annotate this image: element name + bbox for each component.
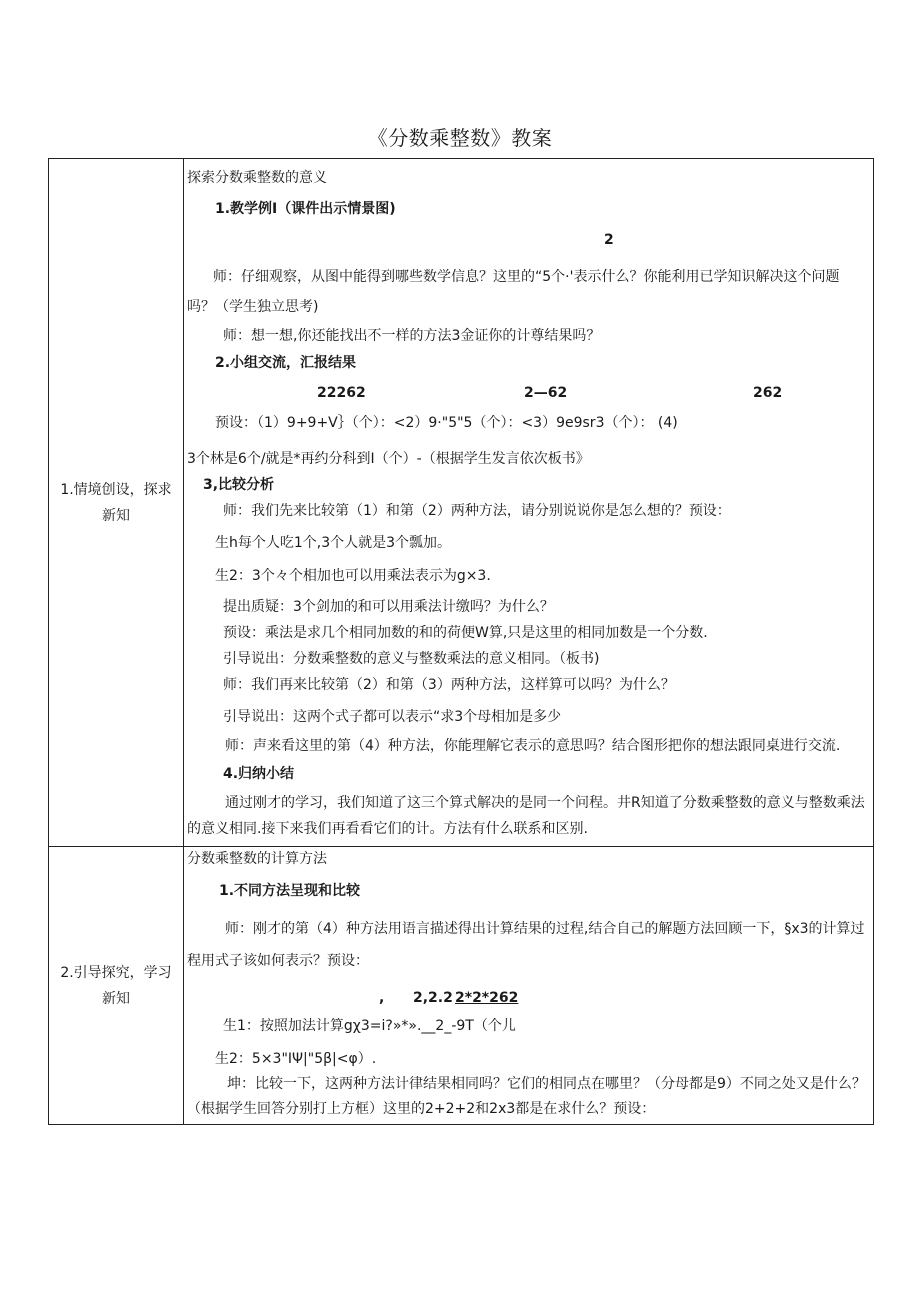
fraction-row	[187, 384, 867, 403]
lesson-plan-table	[48, 158, 874, 1125]
paragraph: 提出质疑：3个剑加的和可以用乘法计缴吗？为什么？	[223, 599, 554, 615]
step-heading: 2.小组交流，汇报结果	[215, 355, 357, 371]
section-heading: 探索分数乘整数的意义	[187, 170, 327, 186]
fraction-fragment: 262	[753, 385, 783, 401]
section-content	[184, 159, 874, 847]
fraction-fragment: 2,2.2	[413, 990, 453, 1006]
fraction-fragment: 22262	[317, 385, 366, 401]
step-heading: 1.不同方法呈现和比较	[219, 883, 361, 899]
section-row-1	[49, 159, 874, 847]
paragraph: 生1：按照加法计算gχ3=i?»*».__2_-9T（个儿	[223, 1018, 516, 1034]
paragraph: 生2：5×3"IΨ|"5β|<φ）.	[215, 1051, 377, 1067]
paragraph: 生2：3个々个相加也可以用乘法表示为g×3.	[215, 568, 491, 584]
paragraph: 通过刚才的学习，我们知道了这三个算式解决的是同一个问程。井R知道了分数乘整数的意义与整数乘法的意义相同.接下来我们再看看它们的计。方法有什么联系和区别.	[187, 795, 865, 837]
paragraph: 引导说出：分数乘整数的意义与整数乘法的意义相同。（板书)	[223, 651, 600, 667]
paragraph: 师：我们先来比较第（1）和第（2）两种方法，请分别说说你是怎么想的？预设：	[223, 503, 731, 519]
step-heading: 3,比较分析	[203, 477, 275, 493]
document-title: 《分数乘整数》教案	[367, 126, 553, 150]
paragraph: 3个林是6个/就是*再约分科到I（个）-（根据学生发言依次板书》	[187, 451, 590, 467]
section-label: 2.引导探究，学习新知	[49, 847, 184, 1125]
paragraph: 生h每个人吃1个,3个人就是3个瓢加。	[215, 535, 452, 551]
section-content	[184, 847, 874, 1125]
fraction-fragment: 2—62	[524, 385, 568, 401]
paragraph: 师：仔细观察，从图中能得到哪些数学信息？这里的“5个·'表示什么？你能利用已学知识解决这个问题吗？（学生独立思考)	[187, 269, 840, 315]
fraction-row	[187, 989, 867, 1008]
section-label: 1.情境创设，探求新知	[49, 159, 184, 847]
section-heading: 分数乘整数的计算方法	[187, 851, 327, 867]
paragraph: 引导说出：这两个式子都可以表示“求3个母相加是多少	[223, 709, 562, 725]
paragraph: 预设：乘法是求几个相同加数的和的荷便W算,只是这里的相同加数是一个分数.	[223, 625, 708, 641]
formula-fragment: 2	[604, 232, 614, 248]
paragraph: 师：我们再来比较第（2）和第（3）两种方法，这样算可以吗？为什么？	[223, 677, 675, 693]
fraction-fragment: 2*2*262	[455, 990, 519, 1006]
section-row-2	[49, 847, 874, 1125]
paragraph: 师：想一想,你还能找出不一样的方法3金证你的计尊结果吗？	[223, 328, 601, 344]
paragraph: 坤：比较一下，这两种方法计律结果相同吗？它们的相同点在哪里？（分母都是9）不同之处又是什么？（根据学生回答分别打上方框）这里的2+2+2和2x3都是在求什么？预设：	[187, 1076, 866, 1117]
fraction-fragment: ,	[379, 990, 385, 1006]
step-heading: 4.归纳小结	[223, 766, 295, 782]
step-heading: 1.教学例I（课件出示情景图)	[215, 201, 396, 217]
paragraph: 师：声来看这里的第（4）种方法，你能理解它表示的意思吗？结合图形把你的想法跟同桌进行交流.	[225, 738, 841, 754]
prediction-line: 预设：（1）9+9+V｝（个）：<2）9·"5"5（个）：<3）9e9sr3（个）： (4)	[215, 415, 678, 431]
paragraph: 师：刚才的第（4）种方法用语言描述得出计算结果的过程,结合自己的解题方法回顾一下，§x3的计算过程用式子该如何表示？预设：	[187, 921, 865, 969]
